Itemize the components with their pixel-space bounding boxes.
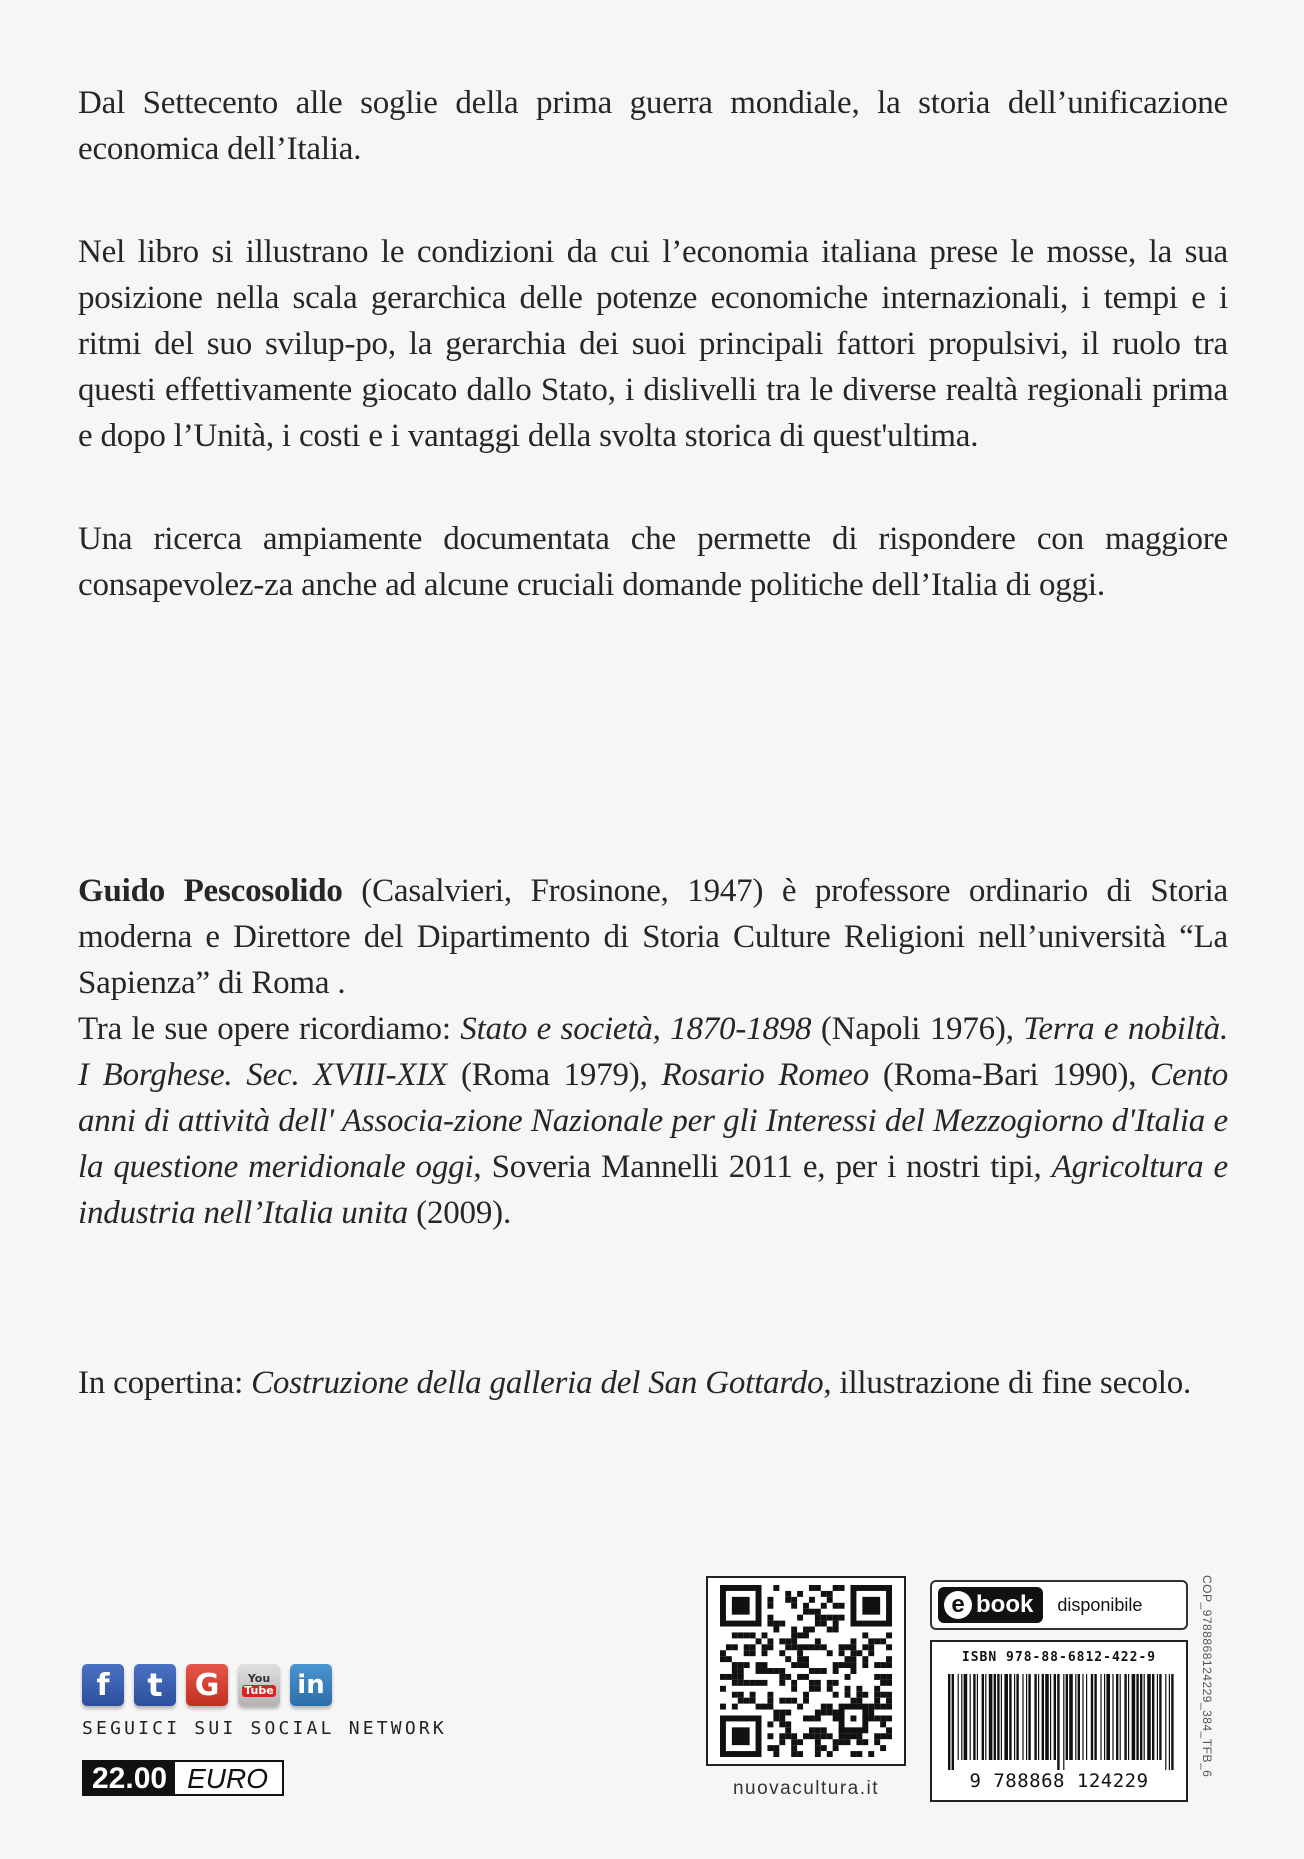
blurb-paragraph-1: Dal Settecento alle soglie della prima guerra mondiale, la storia dell’unificazione economica dell’Italia. [78, 85, 1228, 167]
work-title-5: Agricoltura e industria nell’Italia unita [78, 1149, 1228, 1231]
ebook-e-icon: e [944, 1591, 972, 1619]
ebook-book-text: book [976, 1591, 1034, 1618]
author-paragraph [78, 868, 1228, 1236]
linkedin-icon[interactable]: in [290, 1664, 332, 1706]
qr-code-graphic [720, 1585, 892, 1757]
blurb-paragraph-3: Una ricerca ampiamente documentata che permette di rispondere con maggiore consapevolez-za anche ad alcune cruciali domande politiche dell’Italia di oggi. [78, 521, 1228, 603]
book-blurb [78, 80, 1228, 608]
youtube-you-text: You [247, 1672, 271, 1685]
cover-credit [78, 1360, 1228, 1406]
works-intro: Tra le sue opere ricordiamo: [78, 1011, 461, 1047]
price-currency: EURO [175, 1762, 282, 1794]
ebook-status: disponibile [1057, 1594, 1143, 1615]
price-amount: 22.00 [84, 1762, 175, 1794]
blurb-paragraph-2: Nel libro si illustrano le condizioni da cui l’economia italiana prese le mosse, la sua posizione nella scala gerarchica delle potenze economiche internazionali, i tempi e i ritmi del suo svilup-po, la gerarchia dei suoi principali fattori propulsivi, il ruolo tra questi effettivamente giocato dallo Stato, i dislivelli tra le diverse realtà regionali prima e dopo l’Unità, i costi e i vantaggi della svolta storica di quest'ultima. [78, 234, 1228, 454]
social-network-block [82, 1664, 447, 1739]
youtube-tube-text: Tube [244, 1684, 274, 1697]
cover-code: COP_9788868124229_384_TFB_6 [1200, 1575, 1214, 1778]
author-bio [78, 868, 1228, 1236]
twitter-icon[interactable]: t [134, 1664, 176, 1706]
qr-code[interactable] [706, 1576, 906, 1766]
isbn-barcode [930, 1640, 1188, 1802]
cover-credit-line [78, 1360, 1228, 1406]
youtube-icon[interactable] [238, 1664, 280, 1706]
work-info-5: (2009). [408, 1195, 511, 1231]
work-title-1: Stato e società, 1870-1898 [460, 1011, 812, 1047]
cover-title: Costruzione della galleria del San Gottardo [251, 1365, 824, 1401]
author-name: Guido Pescosolido [78, 873, 343, 909]
work-info-3: (Roma-Bari 1990), [869, 1057, 1151, 1093]
price-tag [82, 1760, 284, 1796]
social-icons-row [82, 1664, 382, 1706]
ebook-badge [930, 1580, 1188, 1630]
barcode-digits: 9 788868 124229 [969, 1770, 1149, 1792]
barcode-graphic [946, 1674, 1176, 1770]
isbn-number: ISBN 978-88-6812-422-9 [961, 1650, 1157, 1665]
author-description: (Casalvieri, Frosinone, 1947) è professore ordinario di Storia moderna e Direttore del Dipartimento di Storia Culture Religioni nell’università “La Sapienza” di Roma . [78, 873, 1228, 1001]
social-label: SEGUICI SUI SOCIAL NETWORK [82, 1718, 447, 1739]
work-info-4: , Soveria Mannelli 2011 e, per i nostri tipi, [473, 1149, 1052, 1185]
google-plus-icon[interactable]: G [186, 1664, 228, 1706]
work-info-2: (Roma 1979), [447, 1057, 662, 1093]
cover-prefix: In copertina: [78, 1365, 252, 1401]
work-title-2: Terra e nobiltà. I Borghese. Sec. XVIII-XIX [78, 1011, 1228, 1093]
work-title-4: Cento anni di attività dell' Associa-zione Nazionale per gli Interessi del Mezzogiorno d'Italia e la questione meridionale oggi [78, 1057, 1228, 1185]
work-title-3: Rosario Romeo [661, 1057, 870, 1093]
website-label: nuovacultura.it [732, 1778, 880, 1799]
work-info-1: (Napoli 1976), [811, 1011, 1024, 1047]
ebook-logo [938, 1587, 1043, 1623]
cover-suffix: , illustrazione di fine secolo. [823, 1365, 1192, 1401]
facebook-icon[interactable]: f [82, 1664, 124, 1706]
